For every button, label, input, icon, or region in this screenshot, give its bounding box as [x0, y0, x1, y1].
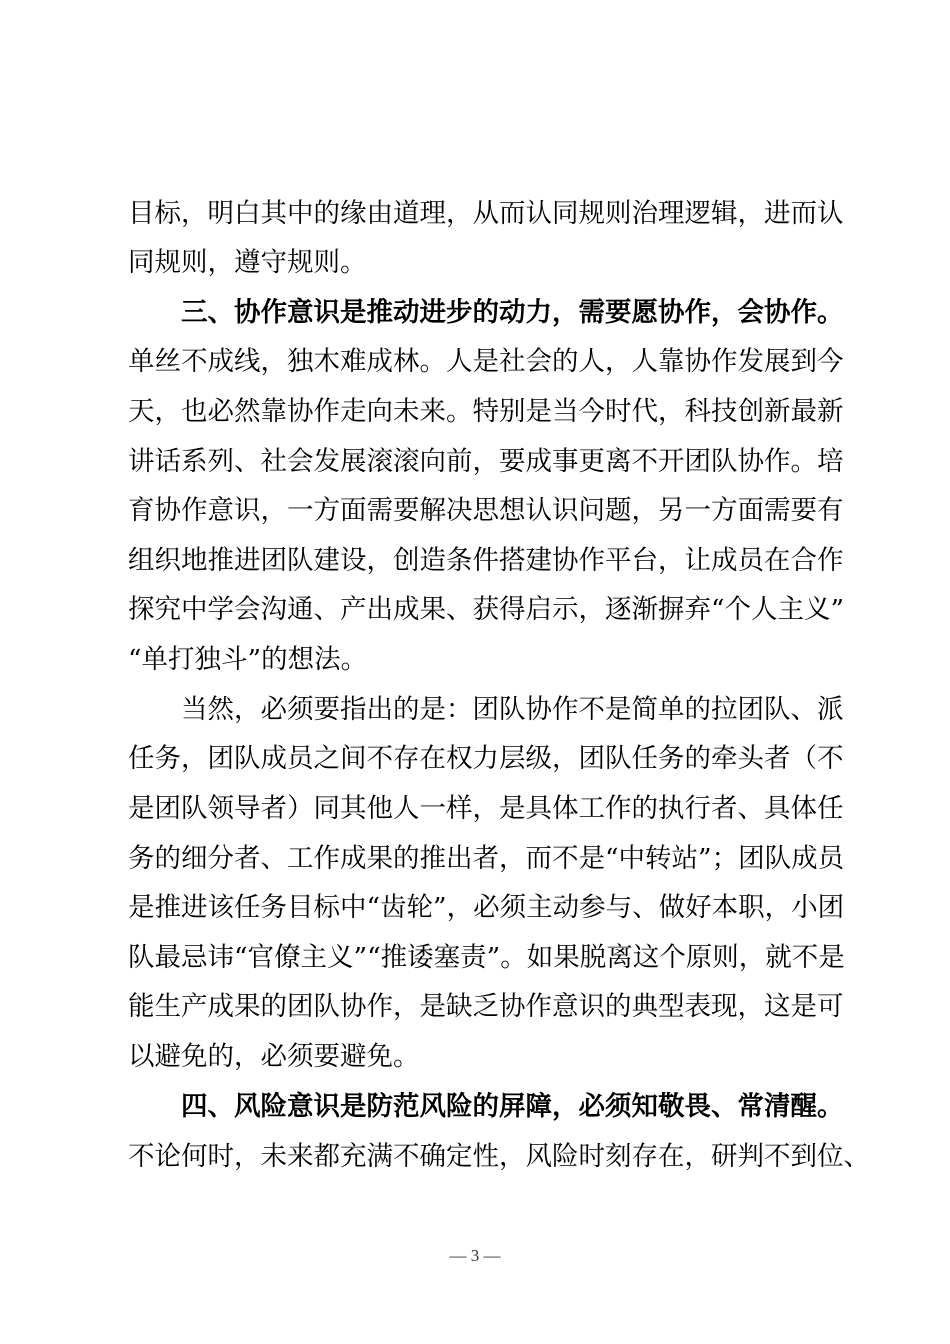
body-text-line: 探究中学会沟通、产出成果、获得启示，逐渐摒弃“个人主义” [128, 594, 845, 625]
body-text-line: 讲话系列、社会发展滚滚向前，要成事更离不开团队协作。培 [128, 446, 844, 477]
body-text-line: 当然，必须要指出的是：团队协作不是简单的拉团队、派 [181, 694, 844, 725]
body-text-line: 任务，团队成员之间不存在权力层级，团队任务的牵头者（不 [128, 743, 844, 774]
body-text-line: 目标，明白其中的缘由道理，从而认同规则治理逻辑，进而认 [128, 198, 844, 229]
section-heading-3: 三、协作意识是推动进步的动力，需要愿协作，会协作。 [181, 297, 844, 328]
body-text-line: 队最忌讳“官僚主义”“推诿塞责”。如果脱离这个原则，就不是 [128, 942, 845, 973]
body-text-line: 育协作意识，一方面需要解决思想认识问题，另一方面需要有 [128, 495, 844, 526]
body-text-line: 单丝不成线，独木难成林。人是社会的人，人靠协作发展到今 [128, 346, 844, 377]
body-text-line: 组织地推进团队建设，创造条件搭建协作平台，让成员在合作 [128, 545, 844, 576]
body-text-line: 能生产成果的团队协作，是缺乏协作意识的典型表现，这是可 [128, 991, 844, 1022]
body-text-line: 天，也必然靠协作走向未来。特别是当今时代，科技创新最新 [128, 396, 844, 427]
body-text-line: 务的细分者、工作成果的推出者，而不是“中转站”；团队成员 [128, 843, 845, 874]
body-text-line: “单打独斗”的想法。 [128, 644, 368, 675]
body-text-line: 是团队领导者）同其他人一样，是具体工作的执行者、具体任 [128, 793, 844, 824]
body-text-line: 以避免的，必须要避免。 [128, 1041, 420, 1072]
body-text-line: 不论何时，未来都充满不确定性，风险时刻存在，研判不到位、 [128, 1141, 870, 1172]
body-text-line: 同规则，遵守规则。 [128, 247, 367, 278]
body-text-line: 是推进该任务目标中“齿轮”，必须主动参与、做好本职，小团 [128, 892, 845, 923]
section-heading-4: 四、风险意识是防范风险的屏障，必须知敬畏、常清醒。 [181, 1091, 844, 1122]
page-number: — 3 — [449, 1246, 501, 1265]
